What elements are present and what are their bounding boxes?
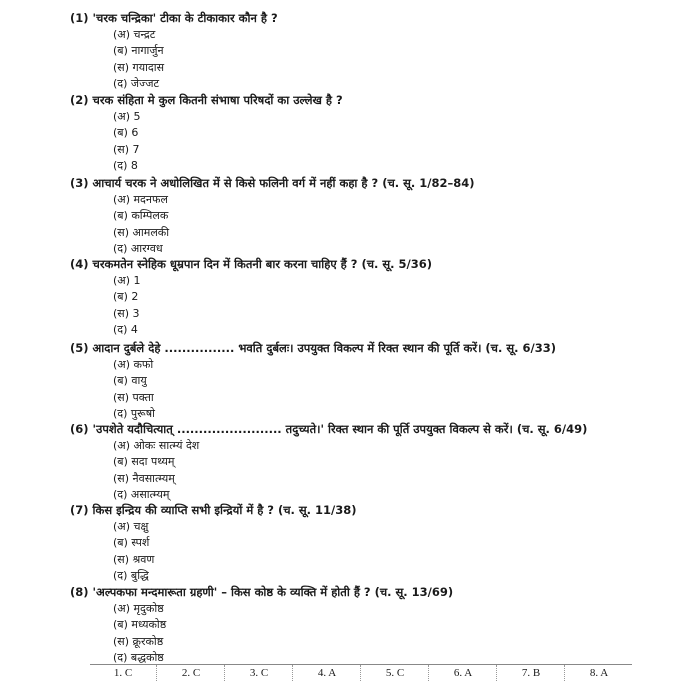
answer-option: (स) क्रूरकोष्ठ: [113, 634, 164, 648]
answer-option: (ब) स्पर्श: [113, 536, 150, 550]
answer-option: (अ) चक्षु: [113, 520, 149, 533]
answer-option: (ब) मध्यकोष्ठ: [113, 618, 167, 632]
answer-option: (स) 7: [113, 142, 140, 156]
answer-key-cell: 7. B: [521, 667, 541, 679]
answer-option: (अ) मृदुकोष्ठ: [113, 602, 164, 615]
question-text: (4) चरकमतेन स्नेहिक धूम्रपान दिन में कितनी बार करना चाहिए हैं ? (च. सू. 5/36): [70, 257, 432, 271]
answer-option: (द) जेज्जट: [113, 76, 160, 90]
answer-option: (ब) कम्पिलक: [113, 209, 169, 223]
answer-option: (स) 3: [113, 306, 140, 320]
answer-option: (स) आमलकी: [113, 225, 170, 239]
answer-option: (स) पक्ता: [113, 390, 154, 404]
answer-option: (द) 8: [113, 158, 138, 172]
answer-option: (ब) 6: [113, 126, 139, 140]
answer-option: (ब) वायु: [113, 374, 147, 388]
answer-key-cell: 1. C: [113, 667, 133, 679]
question-text: (6) 'उपशेते यदौचित्यात् ........................ तदुच्यते।' रिक्त स्थान की पूर्ति उपयुक्त विकल्प से करें। (च. सू. 6/49): [70, 422, 588, 436]
answer-option: (द) असात्म्यम्: [113, 487, 170, 501]
question-text: (7) किस इन्द्रिय की व्याप्ति सभी इन्द्रियों में है ? (च. सू. 11/38): [70, 503, 357, 517]
answer-option: (द) आरग्वध: [113, 241, 163, 255]
answer-key-cell: 4. A: [317, 667, 337, 679]
question-text: (3) आचार्य चरक ने अधोलिखित में से किसे फलिनी वर्ग में नहीं कहा है ? (च. सू. 1/82–84): [70, 176, 475, 190]
answer-option: (स) गयादास: [113, 60, 165, 74]
question-text: (1) 'चरक चन्द्रिका' टीका के टीकाकार कौन है ?: [70, 11, 278, 25]
question-text: (8) 'अल्पकफा मन्दमारूता ग्रहणी' – किस कोष्ठ के व्यक्ति में होती हैं ? (च. सू. 13/69): [70, 585, 454, 599]
question-text: (5) आदान दुर्बले देहे ................ भवति दुर्बलः। उपयुक्त विकल्प में रिक्त स्थान की पूर्ति करें। (च. सू. 6/33): [70, 341, 556, 355]
answer-option: (द) पुरूषो: [113, 406, 155, 420]
answer-key-cell: 3. C: [249, 667, 269, 679]
answer-key-cell: 2. C: [181, 667, 201, 679]
answer-option: (द) 4: [113, 322, 138, 336]
answer-option: (स) श्रवण: [113, 552, 155, 566]
answer-option: (अ) 5: [113, 110, 141, 123]
answer-option: (ब) सदा पथ्यम्: [113, 455, 175, 469]
question-text: (2) चरक संहिता मे कुल कितनी संभाषा परिषदों का उल्लेख है ?: [70, 93, 343, 107]
answer-option: (ब) 2: [113, 290, 139, 304]
answer-option: (ब) नागार्जुन: [113, 44, 164, 58]
answer-key-cell: 5. C: [385, 667, 405, 679]
answer-option: (अ) चन्द्रट: [113, 28, 156, 41]
answer-option: (अ) 1: [113, 274, 141, 287]
answer-option: (द) बुद्धि: [113, 568, 149, 582]
answer-key-bar: [90, 664, 632, 681]
answer-option: (स) नैवसात्म्यम्: [113, 471, 175, 485]
answer-key-cell: 6. A: [453, 667, 473, 679]
answer-option: (अ) मदनफल: [113, 193, 168, 206]
answer-option: (अ) ओकः सात्म्यं देश: [113, 439, 200, 452]
answer-option: (द) बद्धकोष्ठ: [113, 650, 164, 664]
answer-key-cell: 8. A: [589, 667, 609, 679]
answer-option: (अ) कफो: [113, 358, 154, 371]
